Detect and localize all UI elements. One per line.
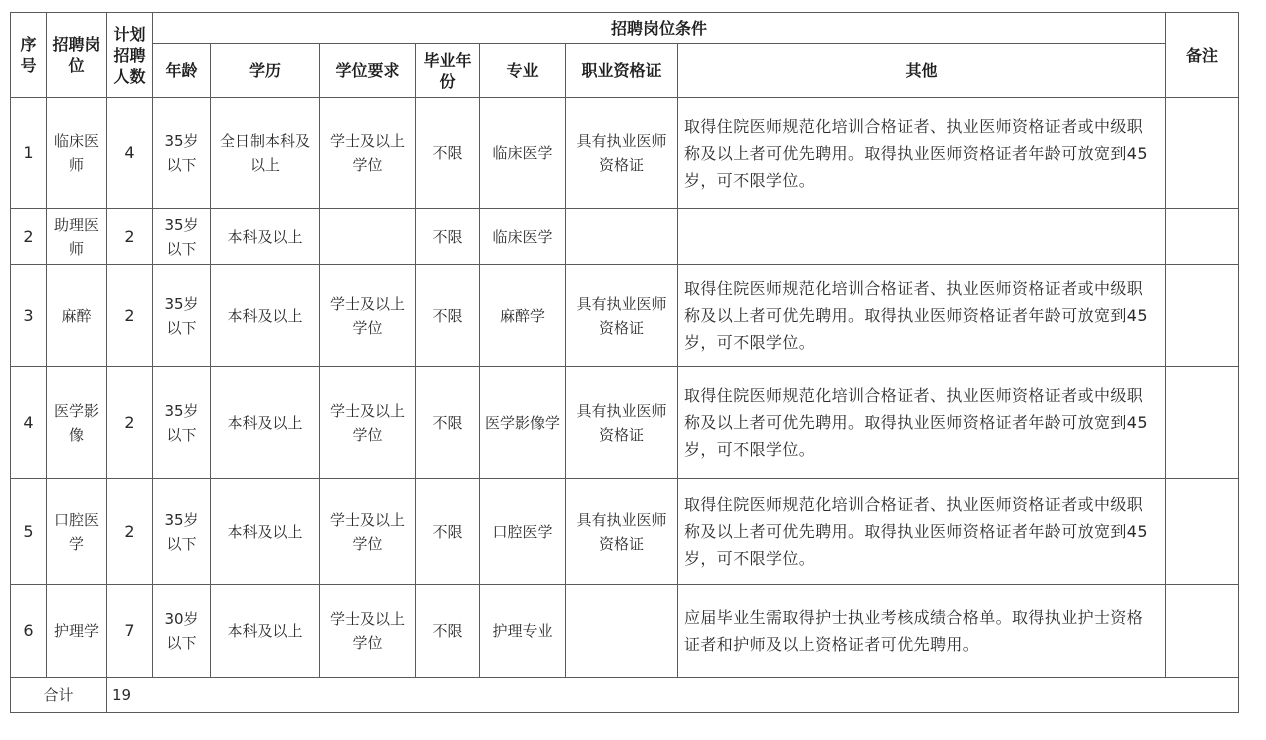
header-remarks: 备注 [1166,13,1239,98]
header-other: 其他 [678,44,1166,98]
row-degree: 学士及以上学位 [320,367,416,479]
row-remarks [1166,479,1239,585]
row-remarks [1166,367,1239,479]
row-planned: 7 [107,585,153,678]
row-age: 30岁以下 [153,585,211,678]
row-position: 临床医师 [47,98,107,209]
row-qualification: 具有执业医师资格证 [566,98,678,209]
header-major: 专业 [480,44,566,98]
row-education: 本科及以上 [211,585,320,678]
row-planned: 2 [107,367,153,479]
table-row [11,98,1239,209]
row-age: 35岁以下 [153,98,211,209]
table-row [11,479,1239,585]
row-age: 35岁以下 [153,367,211,479]
total-row [11,678,1239,713]
row-education: 本科及以上 [211,265,320,367]
row-major: 临床医学 [480,98,566,209]
total-label: 合计 [11,678,107,713]
row-planned: 2 [107,479,153,585]
row-position: 护理学 [47,585,107,678]
row-age: 35岁以下 [153,209,211,265]
row-position: 麻醉 [47,265,107,367]
row-other: 取得住院医师规范化培训合格证者、执业医师资格证者或中级职称及以上者可优先聘用。取得执业医师资格证者年龄可放宽到45岁，可不限学位。 [678,98,1166,209]
row-age: 35岁以下 [153,479,211,585]
row-age: 35岁以下 [153,265,211,367]
header-qualification: 职业资格证 [566,44,678,98]
row-qualification [566,585,678,678]
header-row-top [11,13,1239,44]
table-row [11,585,1239,678]
row-position: 助理医师 [47,209,107,265]
row-education: 本科及以上 [211,479,320,585]
recruitment-table [10,12,1239,713]
row-remarks [1166,265,1239,367]
row-planned: 2 [107,209,153,265]
header-conditions: 招聘岗位条件 [153,13,1166,44]
row-position: 口腔医学 [47,479,107,585]
row-degree: 学士及以上学位 [320,98,416,209]
row-grad-year: 不限 [416,265,480,367]
row-degree: 学士及以上学位 [320,479,416,585]
row-other: 应届毕业生需取得护士执业考核成绩合格单。取得执业护士资格证者和护师及以上资格证者可优先聘用。 [678,585,1166,678]
row-seq: 5 [11,479,47,585]
row-qualification: 具有执业医师资格证 [566,265,678,367]
row-degree: 学士及以上学位 [320,265,416,367]
row-degree [320,209,416,265]
row-planned: 4 [107,98,153,209]
row-grad-year: 不限 [416,98,480,209]
row-seq: 4 [11,367,47,479]
table-row [11,265,1239,367]
row-seq: 1 [11,98,47,209]
header-planned: 计划招聘人数 [107,13,153,98]
row-position: 医学影像 [47,367,107,479]
row-major: 护理专业 [480,585,566,678]
row-major: 麻醉学 [480,265,566,367]
header-age: 年龄 [153,44,211,98]
row-remarks [1166,209,1239,265]
row-seq: 6 [11,585,47,678]
table-row [11,209,1239,265]
row-major: 口腔医学 [480,479,566,585]
row-other: 取得住院医师规范化培训合格证者、执业医师资格证者或中级职称及以上者可优先聘用。取得执业医师资格证者年龄可放宽到45岁，可不限学位。 [678,367,1166,479]
row-education: 本科及以上 [211,209,320,265]
header-grad-year: 毕业年份 [416,44,480,98]
row-major: 医学影像学 [480,367,566,479]
header-position: 招聘岗位 [47,13,107,98]
row-other: 取得住院医师规范化培训合格证者、执业医师资格证者或中级职称及以上者可优先聘用。取得执业医师资格证者年龄可放宽到45岁，可不限学位。 [678,479,1166,585]
row-remarks [1166,98,1239,209]
header-education: 学历 [211,44,320,98]
header-row-sub [11,44,1239,98]
row-qualification: 具有执业医师资格证 [566,367,678,479]
row-grad-year: 不限 [416,209,480,265]
row-other [678,209,1166,265]
row-degree: 学士及以上学位 [320,585,416,678]
row-qualification: 具有执业医师资格证 [566,479,678,585]
row-education: 本科及以上 [211,367,320,479]
header-seq: 序号 [11,13,47,98]
row-education: 全日制本科及以上 [211,98,320,209]
row-planned: 2 [107,265,153,367]
row-seq: 3 [11,265,47,367]
total-value: 19 [107,678,1239,713]
row-grad-year: 不限 [416,585,480,678]
row-qualification [566,209,678,265]
row-other: 取得住院医师规范化培训合格证者、执业医师资格证者或中级职称及以上者可优先聘用。取得执业医师资格证者年龄可放宽到45岁，可不限学位。 [678,265,1166,367]
row-remarks [1166,585,1239,678]
row-seq: 2 [11,209,47,265]
table-row [11,367,1239,479]
header-degree: 学位要求 [320,44,416,98]
row-grad-year: 不限 [416,367,480,479]
row-grad-year: 不限 [416,479,480,585]
row-major: 临床医学 [480,209,566,265]
